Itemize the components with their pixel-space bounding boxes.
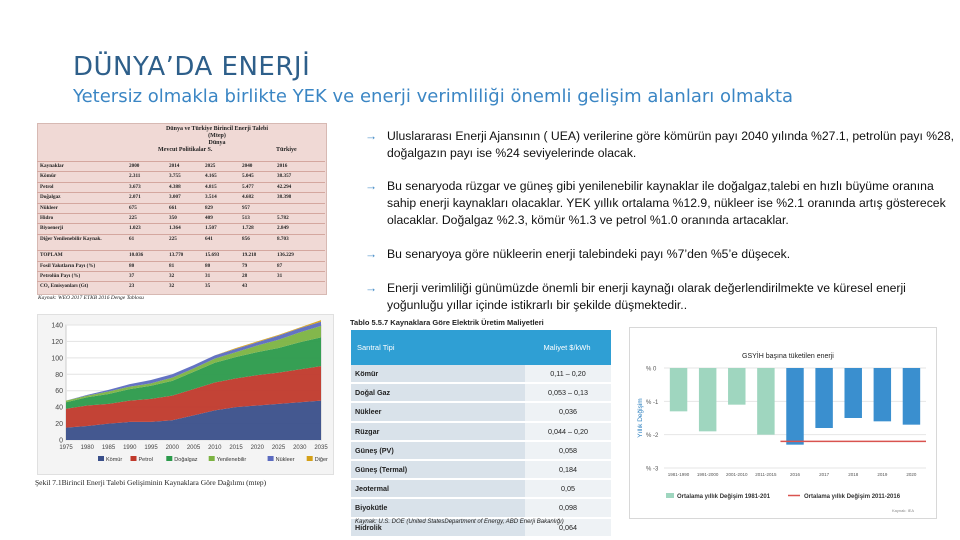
row-value: 829 xyxy=(205,204,213,211)
row-value: 79 xyxy=(242,262,248,269)
row-value: 5.782 xyxy=(277,215,289,221)
legend-swatch xyxy=(131,456,137,461)
row-value: 4.165 xyxy=(205,173,217,180)
table-row xyxy=(37,161,325,171)
row-value: 32 xyxy=(169,273,175,279)
primary-energy-area-chart xyxy=(37,314,334,475)
y-tick-label: % -1 xyxy=(646,399,659,406)
plant-type-cell: Jeotermal xyxy=(351,480,525,497)
cost-cell: 0,044 – 0,20 xyxy=(525,423,611,440)
x-tick-label: 1981-1990 xyxy=(667,472,690,477)
row-value: 1.728 xyxy=(242,225,254,232)
cost-table-source: Kaynak: U.S. DOE (United StatesDepartment of Energy, ABD Enerji Bakanlığı) xyxy=(355,519,564,525)
slide-title: DÜNYA’DA ENERJİ xyxy=(73,52,311,82)
arrow-icon: → xyxy=(365,281,378,295)
row-value: 15.693 xyxy=(205,252,220,259)
legend-label: Petrol xyxy=(138,457,153,463)
arrow-icon: → xyxy=(365,247,378,261)
row-label: Diğer Yenilenebilir Kaynak. xyxy=(40,235,102,242)
y-tick-label: 100 xyxy=(51,355,63,363)
row-value: 4.815 xyxy=(205,183,217,190)
bar xyxy=(670,368,687,411)
row-value: 3.007 xyxy=(169,194,181,201)
row-value: 2.849 xyxy=(277,225,289,232)
x-tick-label: 2010 xyxy=(208,445,222,451)
table-row xyxy=(351,442,611,461)
row-value: 675 xyxy=(129,204,137,211)
row-value: 1.507 xyxy=(205,225,217,232)
table-row xyxy=(37,281,325,291)
table-group-turkey: Türkiye xyxy=(276,147,297,153)
row-value: 37 xyxy=(129,273,135,279)
plant-type-cell: Nükleer xyxy=(351,403,525,420)
row-label: Doğalgaz xyxy=(40,194,61,201)
table-row xyxy=(351,423,611,442)
table-row xyxy=(37,223,325,233)
x-tick-label: 2017 xyxy=(819,472,830,477)
row-value: 1.023 xyxy=(129,225,141,232)
plant-type-cell: Güneş (Termal) xyxy=(351,461,525,478)
row-value: 43 xyxy=(242,283,248,290)
row-value: 38.398 xyxy=(277,194,292,201)
x-tick-label: 2011-2015 xyxy=(755,472,777,477)
row-value: 3.514 xyxy=(205,194,217,201)
energy-intensity-bar-chart xyxy=(629,327,937,519)
row-value: 2040 xyxy=(242,163,253,169)
x-tick-label: 1985 xyxy=(101,445,116,451)
cost-cell: 0,098 xyxy=(525,499,611,516)
legend-swatch xyxy=(98,456,104,461)
row-value: 2025 xyxy=(205,163,216,169)
slide-subtitle: Yetersiz olmakla birlikte YEK ve enerji verimliliği önemli gelişim alanları olmakta xyxy=(73,86,794,107)
y-tick-label: 120 xyxy=(51,338,63,346)
row-label: Biyoenerji xyxy=(40,225,64,232)
row-value: 61 xyxy=(129,235,135,242)
area-chart-caption: Şekil 7.1Birincil Enerji Talebi Gelişiminin Kaynaklara Göre Dağılımı (mtep) xyxy=(35,478,267,487)
row-value: 5.477 xyxy=(242,183,254,190)
row-value: 2016 xyxy=(277,163,288,169)
row-value: 38.357 xyxy=(277,173,292,180)
bar xyxy=(874,368,891,421)
row-value: 8.703 xyxy=(277,235,289,242)
table-row xyxy=(37,261,325,271)
area-chart-svg xyxy=(38,315,333,474)
plant-type-cell: Hidrolik xyxy=(351,519,525,536)
y-tick-label: 0 xyxy=(59,437,63,445)
cost-cell: 0,064 xyxy=(525,519,611,536)
table-group-policies: Mevcut Politikalar S. xyxy=(158,147,213,153)
row-label: Kömür xyxy=(40,173,57,180)
table-row xyxy=(351,403,611,422)
table-group-world: Dünya xyxy=(208,140,226,146)
cost-cell: 0,053 – 0,13 xyxy=(525,384,611,401)
header-cost: Maliyet $/kWh xyxy=(543,343,591,352)
row-value: 225 xyxy=(129,215,137,221)
row-value: 35 xyxy=(205,283,211,290)
table-row xyxy=(351,365,611,384)
row-value: 5.045 xyxy=(242,173,254,180)
row-label: Fosil Yakıtların Payı (%) xyxy=(40,262,96,269)
y-tick-label: % 0 xyxy=(646,366,657,373)
legend-label: Yenilenebilir xyxy=(216,457,247,463)
bullet-text: Bu senaryoda rüzgar ve güneş gibi yenilenebilir kaynaklar ile doğalgaz,talebi en hızlı büyüme oranına sahip enerji kaynakları olacaklar. YEK yıllık ortalama %12.9, nükleer ise %2.1 oranında artış gösterecek olacaklar. Doğalgaz %2.3, kömür %1.3 ve petrol %1.0 oranında artacaklar. xyxy=(387,179,946,227)
row-value: 136.229 xyxy=(277,252,294,259)
cost-table xyxy=(351,330,611,538)
y-tick-label: % -3 xyxy=(646,466,659,473)
x-tick-label: 1975 xyxy=(59,445,73,451)
x-tick-label: 2035 xyxy=(314,445,328,451)
x-tick-label: 2016 xyxy=(789,472,801,477)
row-value: 957 xyxy=(242,204,250,211)
table-row xyxy=(37,250,325,260)
plant-type-cell: Rüzgar xyxy=(351,423,525,440)
table-note: Kaynak: WEO 2017 ETKB 2016 Denge Tablosu xyxy=(38,295,144,301)
x-tick-label: 1990 xyxy=(123,445,137,451)
bar-chart-svg xyxy=(630,328,936,518)
row-label: Kaynaklar xyxy=(40,163,64,169)
y-axis-label: Yıllık Değişim xyxy=(637,398,644,438)
table-row xyxy=(37,234,325,244)
bullet-item xyxy=(365,128,960,162)
row-value: 80 xyxy=(129,262,135,269)
bullet-item xyxy=(365,246,790,263)
y-tick-label: 60 xyxy=(55,388,63,396)
table-row xyxy=(37,213,325,223)
bar xyxy=(757,368,774,435)
x-tick-label: 2001-2010 xyxy=(726,472,748,477)
x-tick-label: 2020 xyxy=(906,472,917,477)
x-tick-label: 2020 xyxy=(250,445,264,451)
cost-cell: 0,036 xyxy=(525,403,611,420)
bullet-text: Uluslararası Enerji Ajansının ( UEA) verilerine göre kömürün payı 2040 yılında %27.1, petrolün payı %28, doğalgazın payı ise %24 seviyelerinde olacak. xyxy=(387,129,955,160)
row-value: 2014 xyxy=(169,163,180,169)
row-value: 3.673 xyxy=(129,183,141,190)
row-value: 10.036 xyxy=(129,252,144,259)
row-value: 31 xyxy=(277,273,283,279)
table-row xyxy=(37,203,325,213)
y-tick-label: 80 xyxy=(55,371,63,379)
y-tick-label: % -2 xyxy=(646,433,659,440)
row-value: 661 xyxy=(169,204,177,211)
plant-type-cell: Kömür xyxy=(351,365,525,382)
bar xyxy=(786,368,803,445)
y-tick-label: 20 xyxy=(55,421,63,429)
bar xyxy=(844,368,861,418)
bar xyxy=(903,368,920,425)
cost-table-header xyxy=(351,330,611,365)
x-tick-label: 1995 xyxy=(144,445,158,451)
row-value: 13.770 xyxy=(169,252,184,259)
row-label: Hidro xyxy=(40,215,54,221)
x-tick-label: 2019 xyxy=(877,472,888,477)
header-plant-type: Santral Tipi xyxy=(357,343,395,352)
bullet-item xyxy=(365,280,960,314)
cost-table-caption: Tablo 5.5.7 Kaynaklara Göre Elektrik Üretim Maliyetleri xyxy=(350,318,544,327)
legend-swatch xyxy=(209,456,215,461)
energy-demand-rows xyxy=(37,123,325,293)
arrow-icon: → xyxy=(365,179,378,193)
y-tick-label: 40 xyxy=(55,404,63,412)
cost-cell: 0,184 xyxy=(525,461,611,478)
x-tick-label: 2018 xyxy=(848,472,859,477)
bar xyxy=(815,368,832,428)
legend-label: Doğalgaz xyxy=(174,457,198,463)
legend-label: Diğer xyxy=(314,457,328,463)
row-value: 641 xyxy=(205,235,213,242)
table-row xyxy=(37,271,325,281)
x-tick-label: 2000 xyxy=(165,445,179,451)
row-value: 4.682 xyxy=(242,194,254,201)
row-label: Nükleer xyxy=(40,204,58,211)
table-row xyxy=(351,461,611,480)
row-value: 513 xyxy=(242,215,250,221)
legend-swatch xyxy=(307,456,313,461)
plant-type-cell: Doğal Gaz xyxy=(351,384,525,401)
x-tick-label: 2030 xyxy=(293,445,307,451)
row-value: 409 xyxy=(205,215,213,221)
cost-table-body xyxy=(351,365,611,538)
y-tick-label: 140 xyxy=(51,322,63,330)
bullet-text: Bu senaryoya göre nükleerin enerji talebindeki payı %7’den %5’e düşecek. xyxy=(387,247,791,261)
row-label: Petrolün Payı (%) xyxy=(40,273,81,279)
row-label: Petrol xyxy=(40,183,54,190)
table-row xyxy=(37,182,325,192)
row-value: 350 xyxy=(169,215,177,221)
arrow-icon: → xyxy=(365,129,378,143)
legend-swatch xyxy=(268,456,274,461)
row-value: 1.364 xyxy=(169,225,181,232)
row-value: 81 xyxy=(169,262,175,269)
plant-type-cell: Güneş (PV) xyxy=(351,442,525,459)
bullet-text: Enerji verimliliği günümüzde önemli bir enerji kaynağı olarak değerlendirilmekte ve küresel enerji yoğunluğu yıllar içinde istikrarlı bir şekilde düşmektedir.. xyxy=(387,281,906,312)
table-unit: (Mtep) xyxy=(208,133,226,139)
row-value: 2000 xyxy=(129,163,140,169)
row-value: 87 xyxy=(277,262,283,269)
legend-label: Kömür xyxy=(106,457,123,463)
plant-type-cell: Biyokütle xyxy=(351,499,525,516)
bullet-item xyxy=(365,178,960,229)
table-row xyxy=(351,499,611,518)
row-value: 856 xyxy=(242,235,250,242)
table-row xyxy=(351,384,611,403)
cost-cell: 0,058 xyxy=(525,442,611,459)
row-value: 23 xyxy=(129,283,135,290)
row-value: 31 xyxy=(205,273,211,279)
x-tick-label: 2015 xyxy=(229,445,243,451)
row-label: TOPLAM xyxy=(40,252,63,259)
table-title: Dünya ve Türkiye Birincil Enerji Talebi xyxy=(165,126,269,132)
row-value: 32 xyxy=(169,283,175,290)
legend-label: Nükleer xyxy=(275,457,295,463)
table-row xyxy=(37,171,325,181)
legend-swatch xyxy=(166,456,172,461)
legend-swatch xyxy=(666,493,674,498)
chart-source: Kaynak: IEA xyxy=(892,508,915,513)
row-value: 80 xyxy=(205,262,211,269)
x-tick-label: 1991-2000 xyxy=(696,472,719,477)
row-label: CO₂ Emisyonları (Gt) xyxy=(40,283,89,290)
legend-label: Ortalama yıllık Değişim 1981-201 xyxy=(677,494,771,500)
x-tick-label: 2025 xyxy=(271,445,286,451)
row-value: 4.388 xyxy=(169,183,181,190)
chart-title: GSYİH başına tüketilen enerji xyxy=(742,353,834,360)
x-tick-label: 2005 xyxy=(186,445,201,451)
x-tick-label: 1980 xyxy=(80,445,94,451)
cost-cell: 0,05 xyxy=(525,480,611,497)
row-value: 42.294 xyxy=(277,183,292,190)
bar xyxy=(699,368,716,431)
legend-label: Ortalama yıllık Değişim 2011-2016 xyxy=(804,494,901,500)
row-value: 19.218 xyxy=(242,252,257,259)
row-value: 225 xyxy=(169,235,177,242)
row-value: 3.755 xyxy=(169,173,181,180)
row-value: 28 xyxy=(242,273,248,279)
row-value: 2.311 xyxy=(129,173,141,180)
table-row xyxy=(37,192,325,202)
table-row xyxy=(351,480,611,499)
bar xyxy=(728,368,745,405)
cost-cell: 0,11 – 0,20 xyxy=(525,365,611,382)
row-value: 2.071 xyxy=(129,194,141,201)
